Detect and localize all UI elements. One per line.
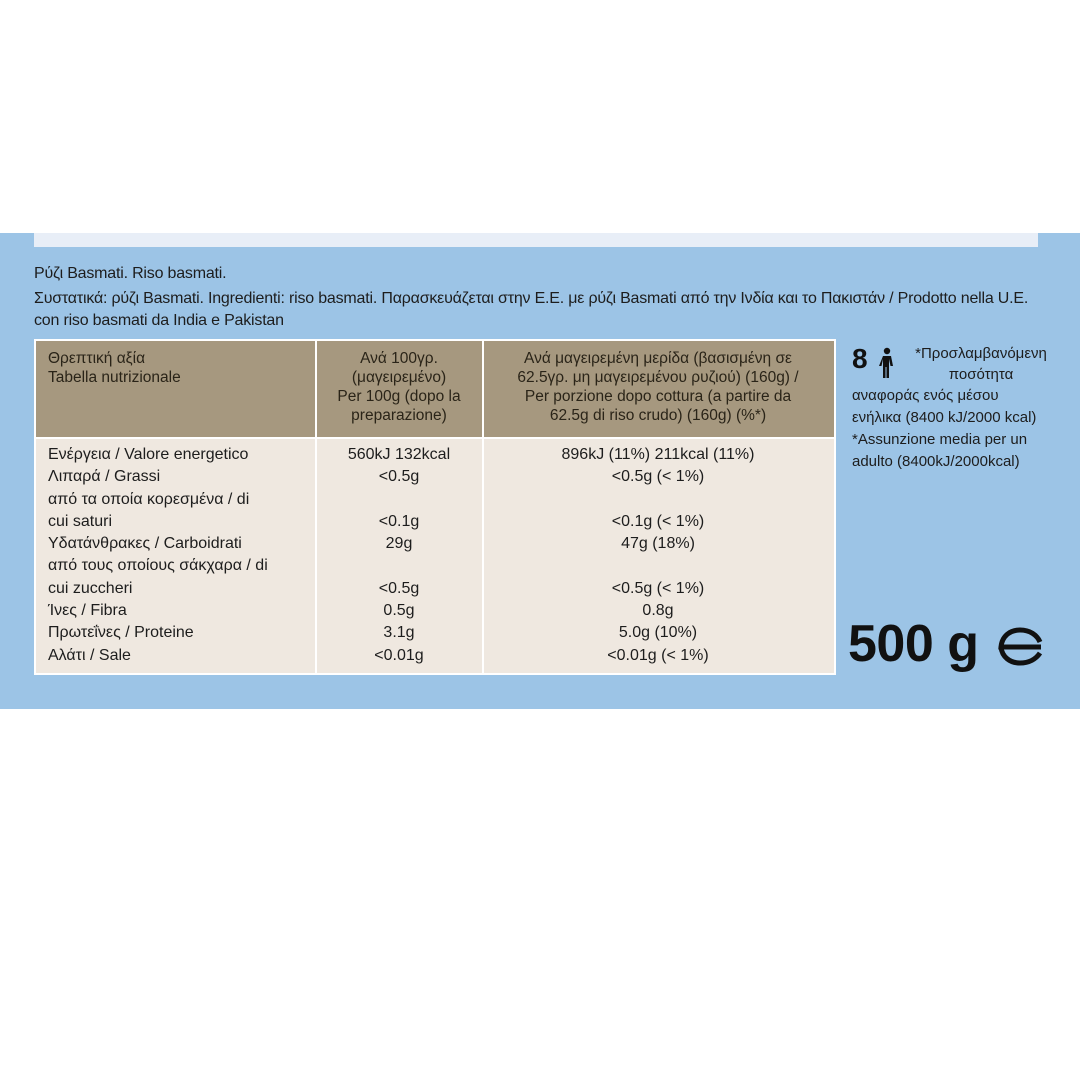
table-row (36, 578, 834, 600)
row-label: Πρωτεΐνες / Proteine (48, 624, 194, 642)
row-label: Αλάτι / Sale (48, 646, 131, 664)
row-per-portion: 0.8g (642, 602, 674, 620)
net-weight: 500 g (848, 615, 979, 673)
row-per-portion: 47g (18%) (621, 535, 695, 553)
row-per-portion: <0.1g (< 1%) (611, 512, 705, 530)
row-per-100g: <0.1g (378, 512, 420, 530)
table-row (36, 533, 834, 555)
nutrition-table (34, 339, 836, 675)
header-per-100g: Ανά 100γρ. (μαγειρεμένο) Per 100g (dopo la preparazione) (337, 350, 461, 424)
portion-note-italian: *Assunzione media per un adulto (8400kJ/2000kcal) (852, 431, 1028, 470)
row-per-portion: <0.5g (< 1%) (611, 468, 705, 486)
row-label: cui zuccheri (48, 579, 133, 597)
table-row (36, 511, 834, 533)
table-row (36, 600, 834, 622)
person-icon (878, 347, 896, 379)
ingredients-text: Συστατικά: ρύζι Basmati. Ingredienti: riso basmati. Παρασκευάζεται στην Ε.Ε. με ρύζι Basmati από την Ινδία και το Πακιστάν / Prodotto nella U.E. con riso basmati da India e Pakistan (34, 290, 1029, 329)
top-strip (34, 233, 1038, 247)
row-per-portion: <0.5g (< 1%) (611, 579, 705, 597)
row-per-100g: 560kJ 132kcal (347, 446, 451, 463)
table-row (36, 466, 834, 488)
header-label: Θρεπτική αξία Tabella nutrizionale (48, 350, 181, 386)
row-label: από τους οποίους σάκχαρα / di (48, 557, 268, 575)
portion-note-greek: *Προσλαμβανόμενη ποσότητα (915, 345, 1047, 383)
header-divider (36, 437, 834, 439)
row-label: cui saturi (48, 512, 113, 530)
table-row (36, 645, 834, 667)
row-per-100g: 0.5g (383, 602, 415, 620)
row-per-100g: 3.1g (383, 624, 415, 642)
table-row (36, 555, 834, 577)
row-per-portion: <0.01g (< 1%) (607, 646, 709, 664)
row-per-100g: <0.01g (374, 646, 424, 664)
estimated-sign-icon (994, 626, 1046, 666)
row-label: από τα οποία κορεσμένα / di (48, 490, 250, 508)
row-per-portion: 5.0g (10%) (618, 624, 698, 642)
product-name: Ρύζι Basmati. Riso basmati. (34, 265, 227, 282)
portion-note-details (852, 385, 1042, 473)
row-per-100g: <0.5g (378, 579, 420, 597)
row-label: Ενέργεια / Valore energetico (48, 446, 249, 463)
portion-count: 8 (852, 343, 868, 374)
row-label: Ίνες / Fibra (48, 602, 127, 620)
row-per-100g: 29g (385, 535, 413, 553)
row-label: Λιπαρά / Grassi (48, 468, 161, 486)
table-rows (36, 444, 834, 667)
portion-note-greek-2: αναφοράς ενός μέσου ενήλικα (8400 kJ/2000 kcal) (852, 387, 1037, 426)
row-per-portion: 896kJ (11%) 211kcal (11%) (561, 446, 755, 463)
row-label: Υδατάνθρακες / Carboidrati (48, 535, 242, 553)
table-row (36, 444, 834, 466)
table-row (36, 622, 834, 644)
header-per-portion: Ανά μαγειρεμένη μερίδα (βασισμένη σε 62.5γρ. μη μαγειρεμένου ρυζιού) (160g) / Per porzione dopo cottura (a partire da 62.5g di riso crudo) (160g) (%*) (517, 350, 799, 424)
row-per-100g: <0.5g (378, 468, 420, 486)
table-row (36, 489, 834, 511)
